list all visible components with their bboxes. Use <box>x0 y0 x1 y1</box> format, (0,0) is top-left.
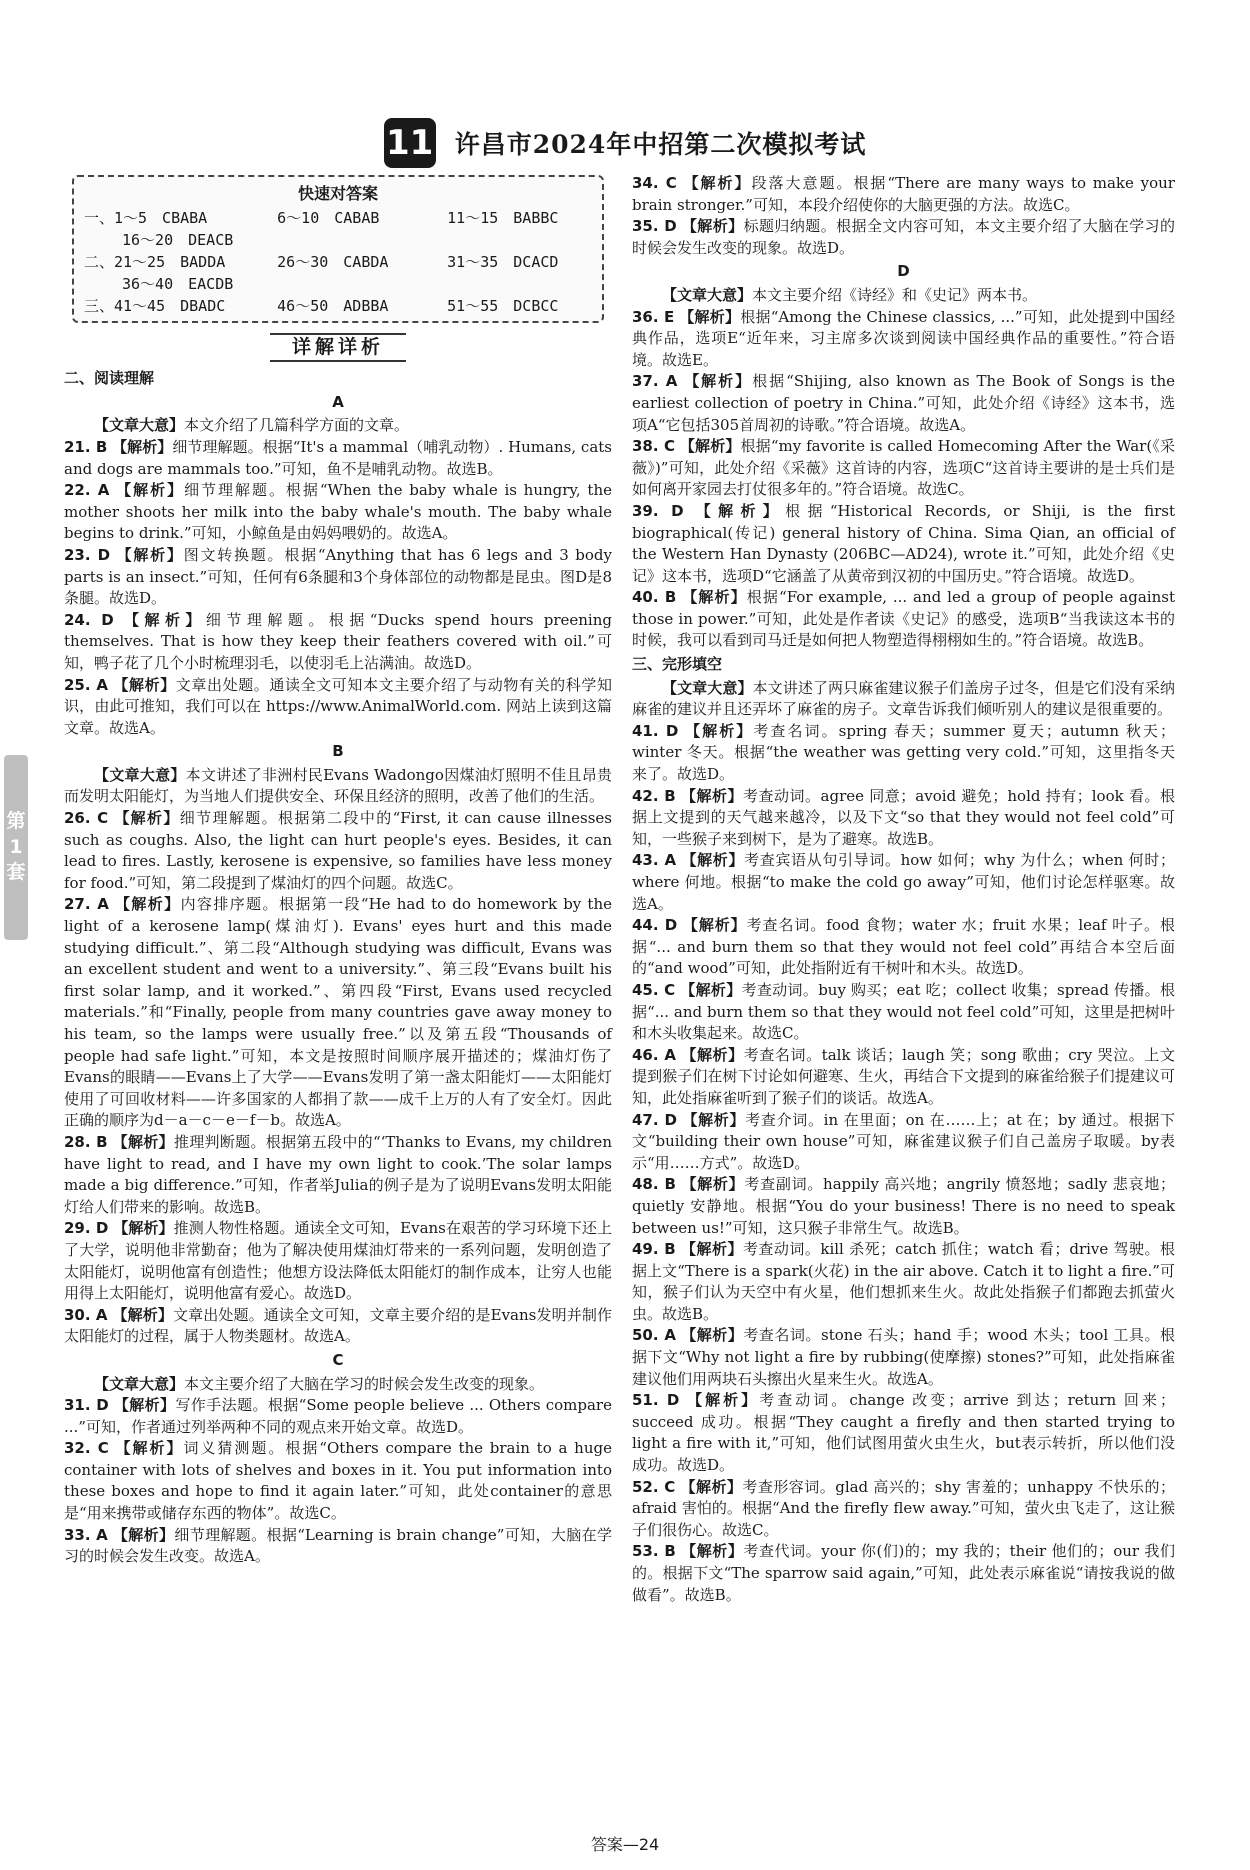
explanation-tag: 【解析】 <box>116 545 184 564</box>
answer-explanation <box>632 216 1175 259</box>
answer-explanation <box>64 437 612 480</box>
explanation-tag: 【解析】 <box>114 895 181 914</box>
question-number: 38. C <box>632 437 675 456</box>
explanation-text: 考查名词。talk 谈话；laugh 笑；song 歌曲；cry 哭泣。上文提到猴子们在树下讨论如何避寒、生火，再结合下文提到的麻雀给猴子们提建议可知，此处指麻雀听到了猴子们的谈话。故选A。 <box>632 1045 1175 1107</box>
explanation-tag: 【解析】 <box>114 809 180 828</box>
answer-explanation <box>64 1305 612 1348</box>
explanation-text: 细节理解题。根据第二段中的“First, it can cause illnesses such as coughs. Also, the light can hurt people's eyes. Besides, it can lead to fires. Lastly, kerosene is expensive, so families have less money for food.”可知，第二段提到了煤油灯的四个问题。故选C。 <box>64 809 612 892</box>
answer-group: 31～35 DCACD <box>447 252 559 271</box>
question-number: 40. B <box>632 588 677 607</box>
explanation-text: 词义猜测题。根据“Others compare the brain to a huge container with lots of shelves and boxes in it. You put information into these boxes and hope to find it again later.”可知，此处container的意思是“用来携带或储存东西的物体”。故选C。 <box>64 1439 612 1523</box>
explanation-text: 考查名词。stone 石头；hand 手；wood 木头；tool 工具。根据下文“Why not light a fire by rubbing(使摩擦) stones?”可知，此处指麻雀建议他们用两块石头擦出火星来生火。故选A。 <box>632 1326 1175 1388</box>
explanation-text: 文章出处题。通读全文可知，文章主要介绍的是Evans发明并制作太阳能灯的过程，属于人物类题材。故选A。 <box>64 1305 612 1346</box>
explanation-tag: 【解析】 <box>679 437 741 456</box>
answer-group: 16～20 DEACB <box>122 230 234 249</box>
explanation-tag: 【解析】 <box>687 1391 760 1410</box>
question-number: 48. B <box>632 1175 676 1194</box>
passage-letter: D <box>897 262 910 281</box>
explanation-tag: 【解析】 <box>113 1396 176 1415</box>
answer-group: 36～40 EACDB <box>122 274 234 293</box>
answer-explanation <box>632 1174 1175 1239</box>
explanation-text: 图文转换题。根据“Anything that has 6 legs and 3 body parts is an insect.”可知，任何有6条腿和3个身体部位的动物都是昆虫。图D是8条腿。故选D。 <box>64 545 612 608</box>
answer-group: 三、41～45 DBADC <box>84 296 226 315</box>
summary-tag: 【文章大意】 <box>94 765 186 784</box>
question-number: 22. A <box>64 481 110 500</box>
explanation-tag: 【解析】 <box>681 786 744 805</box>
question-number: 42. B <box>632 786 676 805</box>
answer-group: 二、21～25 BADDA <box>84 252 226 271</box>
explanation-tag: 【解析】 <box>680 1240 743 1259</box>
question-number: 28. B <box>64 1132 108 1151</box>
answer-explanation <box>632 1541 1175 1606</box>
question-number: 32. C <box>64 1439 109 1458</box>
summary-text: 本文主要介绍《诗经》和《史记》两本书。 <box>752 285 1038 304</box>
banner-label: 详解详析 <box>270 333 406 363</box>
explanation-text: 考查动词。change 改变；arrive 到达；return 回来；succeed 成功。根据“They caught a firefly and then started trying to light a fire with it,”可知，他们试图用萤火虫生火，but表示转折，所以他们没成功。故选D。 <box>632 1391 1175 1475</box>
answer-explanation <box>632 436 1175 501</box>
explanation-tag: 【解析】 <box>680 1477 743 1496</box>
explanation-text: 段落大意题。根据“There are many ways to make your brain stronger.”可知，本段介绍使你的大脑更强的方法。故选C。 <box>632 174 1175 214</box>
summary-tag: 【文章大意】 <box>94 416 185 435</box>
right-explanations <box>632 173 1175 1606</box>
explanation-tag: 【解析】 <box>682 916 747 935</box>
explanation-text: 考查动词。agree 同意；avoid 避免；hold 持有；look 看。根据上文提到的天气越来越冷，以及下文“so that they would not feel cold”可知，一些猴子来到树下，是为了避寒。故选B。 <box>632 786 1175 848</box>
answer-explanation <box>64 808 612 894</box>
side-tab <box>4 755 28 940</box>
passage-letter: A <box>332 392 344 411</box>
explanation-tag: 【解析】 <box>681 851 745 870</box>
left-column <box>64 173 612 1568</box>
passage-summary <box>64 1374 612 1396</box>
explanation-text: 根据“my favorite is called Homecoming After the War(《采薇》)”可知，此处介绍《采薇》这首诗的内容，选项C“这首诗主要讲的是士兵们是如何离开家园去打仗很多年的。”符合语境。故选C。 <box>632 437 1175 499</box>
answer-explanation <box>632 721 1175 786</box>
answer-explanation <box>632 587 1175 652</box>
answer-group: 6～10 CABAB <box>277 208 380 227</box>
answer-explanation <box>632 1477 1175 1542</box>
answer-explanation <box>632 1325 1175 1390</box>
passage-summary <box>64 765 612 808</box>
explanation-tag: 【解析】 <box>681 1542 744 1561</box>
answer-explanation <box>632 501 1175 587</box>
question-number: 25. A <box>64 675 109 694</box>
question-number: 45. C <box>632 980 676 999</box>
question-number: 23. D <box>64 545 111 564</box>
answer-explanation <box>64 1395 612 1438</box>
answer-group: 51～55 DCBCC <box>447 296 559 315</box>
answer-group: 26～30 CABDA <box>277 252 389 271</box>
question-number: 52. C <box>632 1477 676 1496</box>
explanation-tag: 【解析】 <box>682 588 747 607</box>
explanation-text: 内容排序题。根据第一段“He had to do homework by the light of a kerosene lamp(煤油灯). Evans' eyes hurt and this made studying difficult.”、第二段“Although studying was difficult, Evans was an excellent student and went to a university.”、第三段“Evans built his first solar lamp, and it worked.”、第四段“First, Evans used recycled materials.”和“Finally, people from many countries gave away money to his team, so the lamps were usually free.”以及第五段“Thousands of people had safe light.”可知，本文是按照时间顺序展开描述的；煤油灯伤了Evans的眼睛——Evans上了大学——Evans发明了第一盏太阳能灯——太阳能灯使用了可回收材料——许多国家的人都捐了款——成千上万的人有了安全灯。因此正确的顺序为d－a－c－e－f－b。故选A。 <box>64 895 612 1130</box>
answer-group: 一、1～5 CBABA <box>84 208 208 227</box>
explanation-tag: 【解析】 <box>115 1439 184 1458</box>
question-number: 30. A <box>64 1305 108 1324</box>
question-number: 27. A <box>64 895 109 914</box>
explanation-tag: 【解析】 <box>681 1175 745 1194</box>
explanation-tag: 【解析】 <box>679 307 741 326</box>
answer-explanation <box>632 850 1175 915</box>
passage-summary <box>632 678 1175 721</box>
explanation-text: 考查动词。buy 购买；eat 吃；collect 收集；spread 传播。根据“... and burn them so that they would not feel cold”可知，这里是把树叶和木头收集起来。故选C。 <box>632 980 1175 1043</box>
explanation-text: 根据“For example, ... and led a group of people against those in power.”可知，此处是作者读《史记》的感受，选项B“当我读这本书的时候，我可以看到司马迁是如何把人物塑造得栩栩如生的。”符合语境。故选B。 <box>632 588 1175 650</box>
question-number: 37. A <box>632 372 678 391</box>
question-number: 36. E <box>632 307 675 326</box>
summary-text: 本文主要介绍了大脑在学习的时候会发生改变的现象。 <box>184 1374 545 1393</box>
answer-group: 46～50 ADBBA <box>277 296 389 315</box>
answer-explanation <box>632 1390 1175 1476</box>
explanation-tag: 【解析】 <box>695 501 786 520</box>
section-heading: 二、阅读理解 <box>64 369 155 388</box>
answer-explanation <box>632 915 1175 980</box>
passage-letter: C <box>332 1350 344 1369</box>
explanation-text: 推测人物性格题。通读全文可知，Evans在艰苦的学习环境下还上了大学，说明他非常勤奋；他为了解决使用煤油灯带来的一系列问题，发明创造了太阳能灯，说明他富有创造性；他想方设法降低太阳能灯的制作成本，让穷人也能用得上太阳能灯，说明他富有爱心。故选D。 <box>64 1219 612 1303</box>
explanation-text: 细节理解题。根据“It's a mammal（哺乳动物）. Humans, cats and dogs are mammals too.”可知，鱼不是哺乳动物。故选B。 <box>64 437 612 478</box>
section-heading: 三、完形填空 <box>632 655 723 674</box>
explanation-tag: 【解析】 <box>116 481 185 500</box>
question-number: 24. D <box>64 610 114 629</box>
explanation-text: 根据“Historical Records, or Shiji, is the first biographical(传记) general history of China. Sima Qian, an official of the Western Han Dynasty (206BC—AD24), wrote it.”可知，此处介绍《史记》这本书，选项D“它涵盖了从黄帝到汉初的中国历史。”符合语境。故选D。 <box>632 501 1175 585</box>
summary-text: 本文讲述了非洲村民Evans Wadongo因煤油灯照明不佳且昂贵而发明太阳能灯，为当地人们提供安全、环保且经济的照明，改善了他们的生活。 <box>64 765 612 806</box>
answer-key-row <box>84 207 592 229</box>
answer-key-row <box>84 251 592 273</box>
answer-explanation <box>64 675 612 740</box>
answer-explanation <box>632 980 1175 1045</box>
explanation-text: 文章出处题。通读全文可知本文主要介绍了与动物有关的科学知识，由此可推知，我们可以在 https://www.AnimalWorld.com. 网站上读到这篇文章。故选A。 <box>64 675 612 737</box>
question-number: 53. B <box>632 1542 676 1561</box>
explanation-text: 考查副词。happily 高兴地；angrily 愤怒地；sadly 悲哀地；quietly 安静地。根据“You do your business! There is no need to speak between us!”可知，这只猴子非常生气。故选B。 <box>632 1175 1175 1237</box>
explanation-tag: 【解析】 <box>123 610 206 629</box>
answer-explanation <box>632 1239 1175 1325</box>
question-number: 34. C <box>632 174 677 192</box>
question-number: 51. D <box>632 1391 680 1410</box>
explanation-text: 考查代词。your 你(们)的；my 我的；their 他们的；our 我们的。根据下文“The sparrow said again,”可知，此处表示麻雀说“请按我说的做做看”。故选B。 <box>632 1542 1175 1604</box>
answer-explanation <box>64 894 612 1132</box>
question-number: 31. D <box>64 1396 109 1415</box>
answer-explanation <box>64 1132 612 1218</box>
question-number: 35. D <box>632 217 677 236</box>
explanation-text: 细节理解题。根据“Ducks spend hours preening themselves. That is how they keep their feathers covered with oil.”可知，鸭子花了几个小时梳理羽毛，以使羽毛上沾满油。故选D。 <box>64 610 612 672</box>
explanation-tag: 【解析】 <box>681 1326 744 1345</box>
answer-explanation <box>632 786 1175 851</box>
question-number: 47. D <box>632 1110 677 1129</box>
explanation-tag: 【解析】 <box>112 1525 175 1544</box>
side-tab-char: 第 <box>6 810 26 833</box>
explanation-text: 考查宾语从句引导词。how 如何；why 为什么；when 何时；where 何地。根据“to make the cold go away”可知，他们讨论怎样驱寒。故选A。 <box>632 851 1175 913</box>
explanation-tag: 【解析】 <box>113 1219 174 1238</box>
explanation-text: 写作手法题。根据“Some people believe ... Others compare ...”可知，作者通过列举两种不同的观点来开始文章。故选D。 <box>64 1396 612 1436</box>
answer-explanation <box>632 307 1175 372</box>
explanation-tag: 【解析】 <box>680 980 742 999</box>
side-tab-char: 套 <box>6 861 26 884</box>
passage-letter: B <box>332 742 344 761</box>
explanation-text: 考查介词。in 在里面；on 在……上；at 在；by 通过。根据下文“building their own house”可知，麻雀建议猴子们自己盖房子取暖。by表示“用……方式”。故选D。 <box>632 1110 1175 1172</box>
explanation-tag: 【解析】 <box>684 372 753 391</box>
explanation-text: 考查动词。kill 杀死；catch 抓住；watch 看；drive 驾驶。根据上文“There is a spark(火花) in the air above. Catch it to light a fire.”可知，猴子们认为天空中有火星，他们想抓来生火。故此处指猴子们都跑去抓萤火虫。故选B。 <box>632 1240 1175 1323</box>
question-number: 21. B <box>64 437 108 456</box>
answer-key-title: 快速对答案 <box>297 184 378 203</box>
explanation-tag: 【解析】 <box>685 721 754 740</box>
explanation-text: 细节理解题。根据“When the baby whale is hungry, the mother shoots her milk into the baby whale's mouth. The baby whale begins to drink.”可知，小鲸鱼是由妈妈喂奶的。故选A。 <box>64 481 612 543</box>
set-number-badge: 11 <box>384 118 436 168</box>
explanation-text: 标题归纳题。根据全文内容可知，本文主要介绍了大脑在学习的时候会发生改变的现象。故选D。 <box>632 217 1175 257</box>
page-title: 许昌市2024年中招第二次模拟考试 <box>454 130 867 159</box>
question-number: 49. B <box>632 1240 676 1259</box>
question-number: 39. D <box>632 501 684 520</box>
explanation-text: 考查名词。food 食物；water 水；fruit 水果；leaf 叶子。根据“... and burn them so that they would not feel cold”再结合本空后面的“and wood”可知，此处指附近有干树叶和木头。故选D。 <box>632 916 1175 978</box>
question-number: 33. A <box>64 1525 108 1544</box>
answer-key-box <box>72 175 604 323</box>
explanation-tag: 【解析】 <box>113 675 176 694</box>
answer-explanation <box>64 610 612 675</box>
explanation-text: 考查形容词。glad 高兴的；shy 害羞的；unhappy 不快乐的；afraid 害怕的。根据“And the firefly flew away.”可知，萤火虫飞走了，这让猴子们很伤心。故选C。 <box>632 1477 1175 1539</box>
answer-explanation <box>64 1438 612 1524</box>
answer-explanation <box>632 371 1175 436</box>
question-number: 41. D <box>632 721 679 740</box>
explanation-tag: 【解析】 <box>682 1110 746 1129</box>
question-number: 46. A <box>632 1045 676 1064</box>
question-number: 50. A <box>632 1326 676 1345</box>
question-number: 29. D <box>64 1219 109 1238</box>
answer-key-row <box>84 273 592 295</box>
answer-explanation <box>632 173 1175 216</box>
question-number: 26. C <box>64 809 109 828</box>
answer-explanation <box>64 1218 612 1304</box>
explanation-text: 细节理解题。根据“Learning is brain change”可知，大脑在学习的时候会发生改变。故选A。 <box>64 1525 612 1566</box>
explanation-text: 考查名词。spring 春天；summer 夏天；autumn 秋天；winter 冬天。根据“the weather was getting very cold.”可知，这里指冬天来了。故选D。 <box>632 721 1175 784</box>
page-header <box>0 118 1250 168</box>
answer-key-row <box>84 295 592 317</box>
answer-explanation <box>64 480 612 545</box>
page-footer: 答案—24 <box>590 1835 660 1854</box>
explanation-tag: 【解析】 <box>683 174 752 192</box>
explanation-tag: 【解析】 <box>112 437 173 456</box>
answer-explanation <box>632 1110 1175 1175</box>
summary-tag: 【文章大意】 <box>662 678 753 697</box>
summary-tag: 【文章大意】 <box>662 285 753 304</box>
explanation-tag: 【解析】 <box>112 1305 173 1324</box>
side-tab-char: 1 <box>9 835 23 858</box>
summary-tag: 【文章大意】 <box>94 1374 185 1393</box>
answer-group: 11～15 BABBC <box>447 208 559 227</box>
summary-text: 本文介绍了几篇科学方面的文章。 <box>184 416 410 435</box>
passage-summary <box>632 285 1175 307</box>
explanation-tag: 【解析】 <box>681 1045 744 1064</box>
answer-key-row <box>84 229 592 251</box>
summary-text: 本文讲述了两只麻雀建议猴子们盖房子过冬，但是它们没有采纳麻雀的建议并且还弄坏了麻雀的房子。文章告诉我们倾听别人的建议是很重要的。 <box>632 678 1175 719</box>
explanation-text: 根据“Among the Chinese classics, ...”可知，此处提到中国经典作品，选项E“近年来，习主席多次谈到阅读中国经典作品的重要性。”符合语境。故选E。 <box>632 307 1175 369</box>
explanation-text: 根据“Shijing, also known as The Book of Songs is the earliest collection of poetry in China.”可知，此处介绍《诗经》这本书，选项A“它包括305首周初的诗歌。”符合语境。故选A。 <box>632 372 1175 434</box>
left-explanations <box>64 368 612 1568</box>
explanation-tag: 【解析】 <box>681 217 744 236</box>
detailed-explanation-banner <box>64 333 612 363</box>
question-number: 44. D <box>632 916 678 935</box>
passage-summary <box>64 415 612 437</box>
right-column <box>632 173 1175 1606</box>
answer-explanation <box>632 1045 1175 1110</box>
answer-explanation <box>64 1525 612 1568</box>
explanation-tag: 【解析】 <box>112 1132 174 1151</box>
answer-explanation <box>64 545 612 610</box>
question-number: 43. A <box>632 851 677 870</box>
explanation-text: 推理判断题。根据第五段中的“‘Thanks to Evans, my children have light to read, and I have my own light to cook.’The solar lamps made a big difference.”可知，作者举Julia的例子是为了说明Evans发明太阳能灯给人们带来的影响。故选B。 <box>64 1132 612 1216</box>
